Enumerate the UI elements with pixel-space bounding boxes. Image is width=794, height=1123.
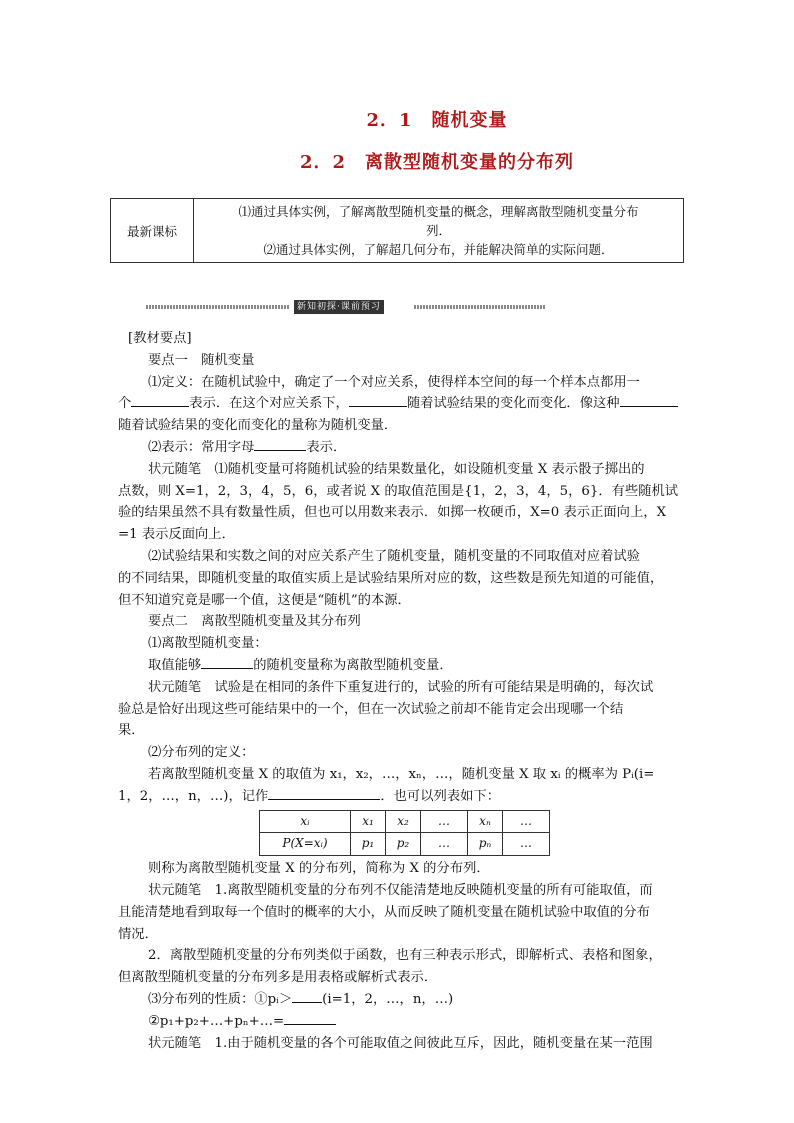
- table-row: [260, 810, 550, 833]
- distribution-table: [259, 810, 550, 857]
- table-cell: pₙ: [468, 833, 503, 856]
- note-line: 且能清楚地看到取每一个值时的概率的大小，从而反映了随机变量在随机试验中取值的分布: [118, 904, 650, 920]
- table-cell: …: [503, 833, 550, 856]
- section-title-2-2: 2．2 离散型随机变量的分布列: [299, 152, 575, 173]
- table-cell: …: [421, 833, 468, 856]
- table-cell: p₁: [351, 833, 386, 856]
- table-cell: P(X=xᵢ): [260, 833, 351, 856]
- note-line: 但不知道究竟是哪一个值，这便是“随机”的本源．: [118, 592, 411, 608]
- table-cell: xₙ: [468, 810, 503, 833]
- table-cell: …: [503, 810, 550, 833]
- note-line: 但离散型随机变量的分布列多是用表格或解析式表示．: [118, 970, 438, 986]
- divider-bar-right: [414, 305, 546, 309]
- fill-blank: [131, 393, 189, 407]
- standard-label: 最新课标: [111, 199, 194, 263]
- standard-line: ⑵通过具体实例，了解超几何分布，并能解决简单的实际问题．: [263, 242, 614, 257]
- fill-blank: [284, 1011, 336, 1025]
- note-line: 的不同结果，即随机变量的取值实质上是试验结果所对应的数，这些数是预先知道的可能值，: [118, 570, 664, 586]
- table-cell: x₁: [351, 810, 386, 833]
- section-divider: [146, 300, 546, 314]
- note-line: 验的结果虽然不具有数量性质，但也可以用数来表示．如掷一枚硬币，X=0 表示正面向上，X: [118, 505, 667, 521]
- note-line: 状元随笔 试验是在相同的条件下重复进行的，试验的所有可能结果是明确的，每次试: [148, 679, 654, 695]
- table-row: [260, 833, 550, 856]
- table-cell: x₂: [386, 810, 421, 833]
- text-line: ②p₁+p₂+…+pₙ+…=: [118, 1011, 694, 1033]
- fill-blank: [268, 786, 380, 800]
- note-line: 点数，则 X=1，2，3，4，5，6，或者说 X 的取值范围是{1，2，3，4，5，6}．有些随机试: [118, 483, 679, 499]
- text-line: 随着试验结果的变化而变化的量称为随机变量．: [118, 418, 398, 434]
- table-cell: p₂: [386, 833, 421, 856]
- note-line: =1 表示反面向上．: [118, 527, 235, 543]
- curriculum-standard-table: [110, 198, 684, 263]
- text-line: 则称为离散型随机变量 X 的分布列，简称为 X 的分布列．: [148, 861, 490, 877]
- text-line: ⑵分布列的定义：: [148, 745, 255, 761]
- text-line: ⑶分布列的性质：①pᵢ＞ (i=1，2，…，n，…): [118, 989, 694, 1011]
- point-two-heading: 要点二 离散型随机变量及其分布列: [148, 614, 361, 630]
- note-line: ⑵试验结果和实数之间的对应关系产生了随机变量，随机变量的不同取值对应着试验: [148, 548, 640, 564]
- text-line: 取值能够 的随机变量称为离散型随机变量．: [118, 655, 694, 677]
- fill-blank: [254, 437, 306, 451]
- section-title-2-1: 2．1 随机变量: [366, 110, 508, 131]
- note-line: 状元随笔 1.由于随机变量的各个可能取值之间彼此互斥，因此，随机变量在某一范围: [148, 1035, 653, 1051]
- note-line: 2．离散型随机变量的分布列类似于函数，也有三种表示形式，即解析式、表格和图象，: [148, 948, 662, 964]
- fill-blank: [349, 393, 407, 407]
- text-line: 若离散型随机变量 X 的取值为 x₁，x₂，…，xₙ，…，随机变量 X 取 xᵢ 的概率为 Pᵢ(i=: [148, 766, 655, 782]
- text-line: 1，2，…，n，…)，记作 ．也可以列表如下：: [118, 786, 694, 808]
- textbook-points-heading: [教材要点]: [128, 331, 192, 346]
- divider-bar-left: [146, 305, 290, 309]
- standard-body: [194, 199, 684, 263]
- table-cell: …: [421, 810, 468, 833]
- fill-blank: [201, 655, 253, 669]
- fill-blank: [292, 989, 322, 1003]
- table-cell: xᵢ: [260, 810, 351, 833]
- text-line: ⑴离散型随机变量：: [148, 636, 268, 652]
- text-line: 个 表示．在这个对应关系下， 随着试验结果的变化而变化．像这种: [118, 393, 694, 415]
- text-line: ⑵表示：常用字母 表示．: [118, 437, 694, 459]
- note-line: 验总是恰好出现这些可能结果中的一个，但在一次试验之前却不能肯定会出现哪一个结: [118, 701, 624, 717]
- point-one-heading: 要点一 随机变量: [148, 352, 255, 368]
- note-line: 果．: [118, 723, 145, 739]
- note-line: 情况．: [118, 926, 158, 942]
- standard-line: ⑴通过具体实例，了解离散型随机变量的概念，理解离散型随机变量分布: [238, 204, 639, 219]
- note-line: 状元随笔 ⑴随机变量可将随机试验的结果数量化，如设随机变量 X 表示骰子掷出的: [148, 461, 645, 477]
- divider-tag: 新知初探·课前预习: [294, 300, 384, 314]
- text-line: ⑴定义：在随机试验中，确定了一个对应关系，使得样本空间的每一个样本点都用一: [148, 374, 640, 390]
- main-content: [118, 328, 694, 1054]
- standard-line: 列．: [425, 223, 451, 238]
- fill-blank: [620, 393, 678, 407]
- note-line: 状元随笔 1.离散型随机变量的分布列不仅能清楚地反映随机变量的所有可能取值，而: [148, 882, 653, 898]
